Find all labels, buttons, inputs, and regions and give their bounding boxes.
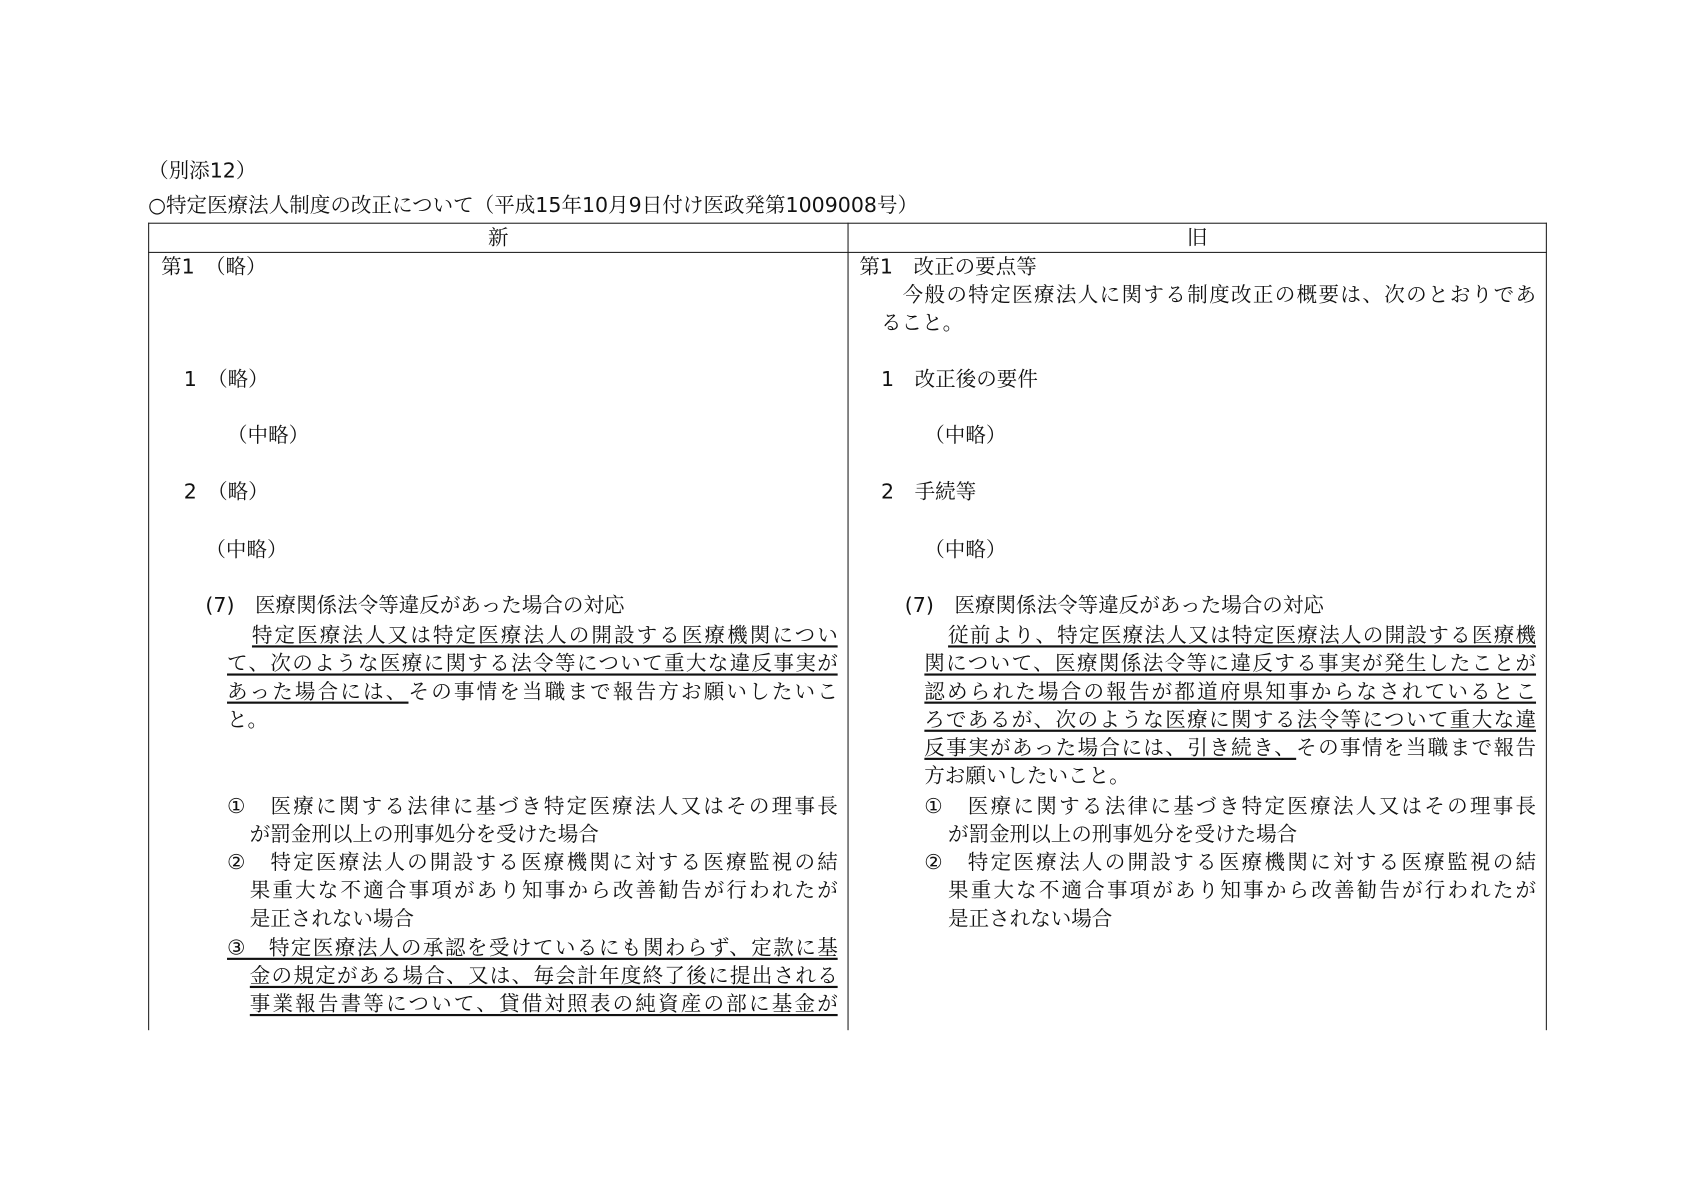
text-segment: が罰金刑以上の刑事処分を受けた場合	[249, 822, 599, 847]
left-text-line	[250, 822, 599, 848]
table-right-border	[1546, 223, 1547, 1031]
right-text-line	[905, 592, 1324, 618]
text-segment: 是正されない場合	[249, 906, 415, 931]
right-text-line	[924, 735, 1536, 761]
left-text-line	[227, 651, 838, 677]
right-text-line	[881, 479, 976, 505]
right-text-line	[903, 282, 1536, 308]
left-text-line	[250, 963, 838, 989]
text-segment: （中略）	[205, 538, 288, 563]
column-divider	[848, 223, 849, 1031]
amended-text: あった場合には、	[227, 679, 409, 704]
text-segment: が罰金刑以上の刑事処分を受けた場合	[948, 822, 1298, 847]
right-text-line	[924, 679, 1536, 705]
text-segment: (7) 医療関係法令等違反があった場合の対応	[205, 593, 625, 618]
column-header-new: 新	[488, 225, 509, 250]
text-segment: 是正されない場合	[948, 906, 1113, 931]
amended-text: て、次のような医療に関する法令等について重大な違反事実が	[227, 651, 838, 676]
right-text-line	[924, 850, 1536, 876]
text-segment: ① 医療に関する法律に基づき特定医療法人又はその理事長	[227, 794, 838, 819]
right-text-line	[924, 707, 1536, 733]
right-text-line	[948, 822, 1297, 848]
text-segment: その事情を当職まで報告	[1296, 736, 1537, 760]
text-segment: 2 手続等	[881, 479, 977, 504]
right-text-line	[881, 366, 1038, 392]
text-segment: （中略）	[227, 423, 310, 448]
right-text-line	[924, 423, 1006, 449]
left-text-line	[227, 850, 838, 876]
text-segment: ること。	[881, 311, 964, 336]
right-text-line	[948, 878, 1536, 904]
left-text-line	[250, 878, 838, 904]
amended-text: 認められた場合の報告が都道府県知事からなされているとこ	[924, 679, 1537, 704]
left-text-line	[250, 991, 838, 1017]
left-text-line	[227, 935, 838, 961]
left-text-line	[184, 479, 269, 505]
amended-text: 特定医療法人又は特定医療法人の開設する医療機関につい	[251, 623, 838, 648]
amended-text: ろであるが、次のような医療に関する法令等について重大な違	[924, 708, 1537, 732]
left-text-line	[227, 423, 309, 449]
text-segment: （中略）	[924, 423, 1007, 448]
text-segment: （中略）	[924, 538, 1007, 563]
text-segment: と。	[227, 708, 269, 732]
right-text-line	[924, 651, 1536, 677]
amended-text: 関について、医療関係法令等に違反する事実が発生したことが	[924, 651, 1537, 676]
amended-text: 従前より、特定医療法人又は特定医療法人の開設する医療機	[948, 623, 1537, 648]
right-text-line	[859, 254, 1036, 280]
right-text-line	[948, 906, 1112, 932]
right-text-line	[881, 310, 963, 336]
text-segment: ① 医療に関する法律に基づき特定医療法人又はその理事長	[924, 794, 1537, 819]
amended-text: 事業報告書等について、貸借対照表の純資産の部に基金が	[249, 992, 838, 1017]
column-header-old: 旧	[1186, 225, 1208, 250]
text-segment: (7) 医療関係法令等違反があった場合の対応	[904, 593, 1324, 618]
right-text-line	[924, 537, 1006, 563]
left-text-line	[161, 254, 266, 280]
right-text-line	[924, 793, 1536, 819]
right-text-line	[948, 623, 1536, 649]
left-text-line	[205, 537, 287, 563]
left-text-line	[250, 906, 414, 932]
left-text-line	[205, 592, 624, 618]
attachment-label: （別添12）	[148, 158, 257, 183]
text-segment: ② 特定医療法人の開設する医療機関に対する医療監視の結	[924, 850, 1537, 875]
text-segment: 果重大な不適合事項があり知事から改善勧告が行われたが	[249, 878, 838, 903]
amended-text: ③ 特定医療法人の承認を受けているにも関わらず、定款に基	[227, 936, 838, 960]
text-segment: 第1 （略）	[161, 255, 267, 279]
text-segment: 今般の特定医療法人に関する制度改正の概要は、次のとおりであ	[902, 283, 1537, 308]
text-segment: 1 改正後の要件	[881, 367, 1038, 392]
text-segment: 第1 改正の要点等	[859, 255, 1037, 279]
text-segment: 2 （略）	[183, 479, 269, 504]
amended-text: 反事実があった場合には、引き続き、	[924, 736, 1297, 760]
table-left-border	[148, 223, 149, 1031]
text-segment: 果重大な不適合事項があり知事から改善勧告が行われたが	[948, 878, 1537, 903]
left-text-line	[184, 366, 269, 392]
text-segment: ② 特定医療法人の開設する医療機関に対する医療監視の結	[227, 850, 838, 875]
text-segment: 方お願いしたいこと。	[924, 764, 1130, 789]
left-text-line	[252, 623, 838, 649]
text-segment: その事情を当職まで報告方お願いしたいこ	[408, 679, 838, 704]
left-text-line	[227, 793, 838, 819]
right-text-line	[924, 763, 1129, 789]
left-text-line	[227, 679, 838, 705]
amended-text: 金の規定がある場合、又は、毎会計年度終了後に提出される	[249, 964, 838, 989]
left-text-line	[227, 707, 268, 733]
document-title: ○特定医療法人制度の改正について（平成15年10月9日付け医政発第1009008号）	[148, 193, 919, 218]
text-segment: 1 （略）	[183, 367, 269, 392]
